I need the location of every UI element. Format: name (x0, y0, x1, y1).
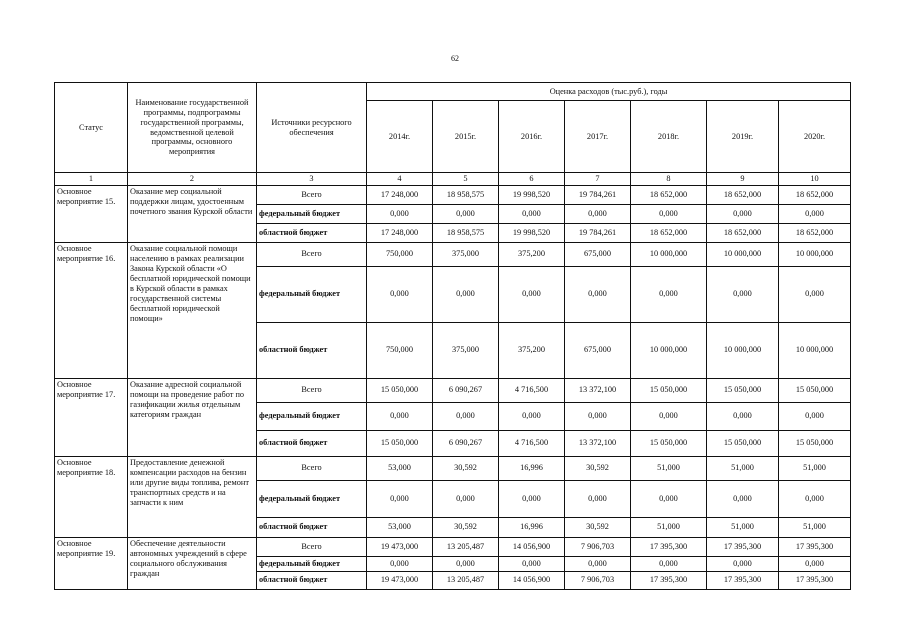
value-cell: 53,000 (367, 517, 433, 537)
value-cell: 13 205,487 (433, 571, 499, 589)
value-cell: 15 050,000 (707, 430, 779, 456)
header-year: 2014г. (367, 101, 433, 173)
value-cell: 15 050,000 (707, 378, 779, 402)
value-cell: 19 473,000 (367, 537, 433, 556)
value-cell: 16,996 (499, 456, 565, 480)
value-cell: 0,000 (433, 556, 499, 571)
value-cell: 15 050,000 (367, 378, 433, 402)
value-cell: 0,000 (631, 266, 707, 322)
value-cell: 375,000 (433, 322, 499, 378)
value-cell: 15 050,000 (367, 430, 433, 456)
value-cell: 13 372,100 (565, 430, 631, 456)
value-cell: 0,000 (499, 266, 565, 322)
column-index: 10 (779, 173, 851, 186)
row-funding-source: областной бюджет (257, 430, 367, 456)
value-cell: 0,000 (433, 480, 499, 517)
header-year: 2015г. (433, 101, 499, 173)
column-index: 1 (55, 173, 128, 186)
column-index-row (55, 173, 851, 186)
value-cell: 18 652,000 (631, 223, 707, 242)
value-cell: 15 050,000 (631, 430, 707, 456)
value-cell: 0,000 (499, 480, 565, 517)
value-cell: 0,000 (367, 556, 433, 571)
value-cell: 53,000 (367, 456, 433, 480)
value-cell: 0,000 (367, 266, 433, 322)
header-year: 2020г. (779, 101, 851, 173)
value-cell: 0,000 (779, 204, 851, 223)
header-sources: Источники ресурсного обеспечения (257, 83, 367, 173)
value-cell: 19 784,261 (565, 223, 631, 242)
value-cell: 750,000 (367, 322, 433, 378)
row-funding-source: Всего (257, 537, 367, 556)
value-cell: 17 248,000 (367, 185, 433, 204)
table-row (55, 185, 851, 204)
value-cell: 0,000 (631, 204, 707, 223)
value-cell: 0,000 (631, 480, 707, 517)
column-index: 4 (367, 173, 433, 186)
row-status: Основное мероприятие 15. (55, 185, 128, 242)
value-cell: 0,000 (433, 266, 499, 322)
value-cell: 10 000,000 (779, 242, 851, 266)
value-cell: 6 090,267 (433, 430, 499, 456)
header-estimate: Оценка расходов (тыс.руб.), годы (367, 83, 851, 101)
value-cell: 51,000 (779, 456, 851, 480)
value-cell: 15 050,000 (779, 430, 851, 456)
value-cell: 10 000,000 (707, 322, 779, 378)
value-cell: 19 784,261 (565, 185, 631, 204)
row-funding-source: областной бюджет (257, 517, 367, 537)
row-funding-source: областной бюджет (257, 223, 367, 242)
value-cell: 0,000 (565, 266, 631, 322)
value-cell: 17 395,300 (707, 537, 779, 556)
row-funding-source: областной бюджет (257, 571, 367, 589)
value-cell: 675,000 (565, 242, 631, 266)
column-index: 9 (707, 173, 779, 186)
table-row (55, 378, 851, 402)
row-funding-source: федеральный бюджет (257, 480, 367, 517)
row-status: Основное мероприятие 18. (55, 456, 128, 537)
value-cell: 375,000 (433, 242, 499, 266)
budget-table (54, 82, 851, 590)
row-program-name: Оказание адресной социальной помощи на проведение работ по газификации жилья отдельным категориям граждан (128, 378, 257, 456)
value-cell: 0,000 (707, 266, 779, 322)
row-funding-source: Всего (257, 456, 367, 480)
value-cell: 18 958,575 (433, 185, 499, 204)
value-cell: 51,000 (779, 517, 851, 537)
value-cell: 17 395,300 (779, 537, 851, 556)
value-cell: 10 000,000 (707, 242, 779, 266)
value-cell: 375,200 (499, 242, 565, 266)
value-cell: 0,000 (779, 556, 851, 571)
value-cell: 10 000,000 (779, 322, 851, 378)
value-cell: 0,000 (499, 204, 565, 223)
row-program-name: Обеспечение деятельности автономных учреждений в сфере социального обслуживания граждан (128, 537, 257, 589)
value-cell: 14 056,900 (499, 571, 565, 589)
value-cell: 0,000 (707, 204, 779, 223)
column-index: 6 (499, 173, 565, 186)
value-cell: 0,000 (565, 556, 631, 571)
value-cell: 0,000 (779, 402, 851, 430)
column-index: 5 (433, 173, 499, 186)
header-year: 2017г. (565, 101, 631, 173)
value-cell: 0,000 (707, 480, 779, 517)
header-name: Наименование государственной программы, подпрограммы государственной программы, ведомственной целевой программы, основного мероприятия (128, 83, 257, 173)
value-cell: 6 090,267 (433, 378, 499, 402)
table-row (55, 456, 851, 480)
value-cell: 15 050,000 (779, 378, 851, 402)
value-cell: 0,000 (631, 556, 707, 571)
value-cell: 0,000 (631, 402, 707, 430)
value-cell: 0,000 (433, 204, 499, 223)
value-cell: 375,200 (499, 322, 565, 378)
value-cell: 0,000 (779, 480, 851, 517)
value-cell: 0,000 (707, 556, 779, 571)
table-row (55, 537, 851, 556)
row-status: Основное мероприятие 17. (55, 378, 128, 456)
value-cell: 750,000 (367, 242, 433, 266)
value-cell: 0,000 (367, 204, 433, 223)
header-year: 2018г. (631, 101, 707, 173)
row-funding-source: Всего (257, 378, 367, 402)
value-cell: 10 000,000 (631, 242, 707, 266)
value-cell: 14 056,900 (499, 537, 565, 556)
value-cell: 30,592 (565, 517, 631, 537)
value-cell: 19 998,520 (499, 223, 565, 242)
value-cell: 0,000 (565, 402, 631, 430)
value-cell: 13 372,100 (565, 378, 631, 402)
value-cell: 30,592 (565, 456, 631, 480)
value-cell: 0,000 (565, 204, 631, 223)
row-funding-source: областной бюджет (257, 322, 367, 378)
row-program-name: Оказание мер социальной поддержки лицам, удостоенным почетного звания Курской области (128, 185, 257, 242)
value-cell: 30,592 (433, 456, 499, 480)
value-cell: 0,000 (367, 402, 433, 430)
value-cell: 10 000,000 (631, 322, 707, 378)
value-cell: 16,996 (499, 517, 565, 537)
value-cell: 7 906,703 (565, 537, 631, 556)
row-funding-source: Всего (257, 242, 367, 266)
row-program-name: Предоставление денежной компенсации расходов на бензин или другие виды топлива, ремонт транспортных средств и на запчасти к ним (128, 456, 257, 537)
value-cell: 4 716,500 (499, 430, 565, 456)
value-cell: 19 998,520 (499, 185, 565, 204)
value-cell: 0,000 (433, 402, 499, 430)
row-funding-source: федеральный бюджет (257, 266, 367, 322)
row-funding-source: федеральный бюджет (257, 556, 367, 571)
value-cell: 0,000 (499, 556, 565, 571)
value-cell: 4 716,500 (499, 378, 565, 402)
column-index: 8 (631, 173, 707, 186)
value-cell: 17 395,300 (779, 571, 851, 589)
value-cell: 18 652,000 (707, 223, 779, 242)
row-funding-source: федеральный бюджет (257, 204, 367, 223)
value-cell: 19 473,000 (367, 571, 433, 589)
column-index: 3 (257, 173, 367, 186)
value-cell: 51,000 (631, 517, 707, 537)
value-cell: 17 248,000 (367, 223, 433, 242)
value-cell: 17 395,300 (631, 571, 707, 589)
value-cell: 15 050,000 (631, 378, 707, 402)
header-status: Статус (55, 83, 128, 173)
value-cell: 18 652,000 (631, 185, 707, 204)
value-cell: 17 395,300 (707, 571, 779, 589)
value-cell: 51,000 (707, 517, 779, 537)
value-cell: 7 906,703 (565, 571, 631, 589)
value-cell: 0,000 (499, 402, 565, 430)
row-status: Основное мероприятие 16. (55, 242, 128, 378)
value-cell: 675,000 (565, 322, 631, 378)
value-cell: 51,000 (707, 456, 779, 480)
column-index: 2 (128, 173, 257, 186)
value-cell: 18 958,575 (433, 223, 499, 242)
value-cell: 18 652,000 (779, 185, 851, 204)
value-cell: 18 652,000 (779, 223, 851, 242)
column-index: 7 (565, 173, 631, 186)
value-cell: 17 395,300 (631, 537, 707, 556)
value-cell: 0,000 (779, 266, 851, 322)
table-row (55, 242, 851, 266)
header-year: 2016г. (499, 101, 565, 173)
value-cell: 0,000 (367, 480, 433, 517)
value-cell: 51,000 (631, 456, 707, 480)
value-cell: 0,000 (707, 402, 779, 430)
value-cell: 18 652,000 (707, 185, 779, 204)
value-cell: 0,000 (565, 480, 631, 517)
row-status: Основное мероприятие 19. (55, 537, 128, 589)
value-cell: 30,592 (433, 517, 499, 537)
row-program-name: Оказание социальной помощи населению в рамках реализации Закона Курской области «О бесплатной юридической помощи в Курской области в рамках государственной системы бесплатной юридической помощи» (128, 242, 257, 378)
value-cell: 13 205,487 (433, 537, 499, 556)
row-funding-source: Всего (257, 185, 367, 204)
row-funding-source: федеральный бюджет (257, 402, 367, 430)
page-number: 62 (451, 54, 459, 63)
header-year: 2019г. (707, 101, 779, 173)
